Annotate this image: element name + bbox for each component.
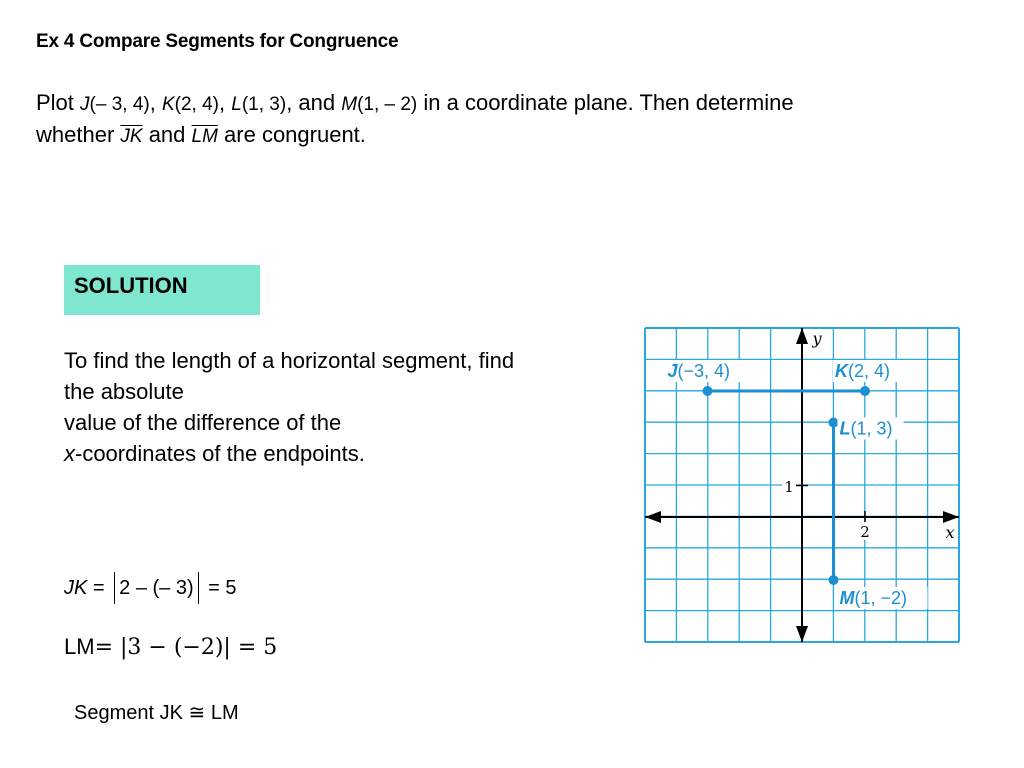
explanation-line: the absolute (64, 379, 184, 404)
coordinate-plane (643, 326, 961, 644)
point-name: K (835, 361, 848, 381)
point-coords: (1, 3) (850, 418, 893, 439)
point-l-coords: (1, 3) (241, 94, 287, 115)
y-tick-label: 1 (784, 478, 794, 496)
explanation-line: To find the length of a horizontal segment, find (64, 348, 515, 373)
jk-label: JK (64, 576, 88, 599)
point-l-label: L (231, 94, 242, 115)
problem-rest: in a coordinate plane. Then determine (417, 90, 794, 115)
x-axis-label: x (945, 523, 955, 542)
jk-result: = 5 (202, 576, 237, 599)
x-variable: x (64, 441, 75, 466)
point-j-coords: (– 3, 4) (89, 94, 150, 115)
segment-jk: $\overline{JK}$ (120, 126, 143, 147)
separator: , (149, 90, 162, 115)
explanation-line-text: -coordinates of the endpoints. (75, 441, 365, 466)
y-axis-label: y (812, 329, 822, 348)
point-coords: (1, −2) (854, 588, 908, 608)
slide-title: Ex 4 Compare Segments for Congruence (36, 31, 399, 52)
whether-text: whether (36, 122, 121, 147)
point-m-coords: (1, – 2) (357, 94, 418, 115)
y-axis-arrow-down (796, 626, 808, 642)
point-label-k (835, 361, 890, 381)
point-coords: (2, 4) (848, 361, 891, 381)
y-axis-arrow-up (796, 328, 808, 344)
point-j-label: J (80, 94, 90, 115)
equals-sign: = (87, 576, 111, 599)
explanation-text (64, 345, 624, 469)
point-k-label: K (161, 94, 175, 115)
x-axis-arrow-right (943, 511, 959, 523)
point-name: M (839, 588, 855, 608)
abs-bar-left (114, 572, 115, 604)
point-j (703, 386, 713, 396)
point-m-label: M (341, 94, 358, 115)
point-name: J (667, 361, 678, 381)
point-l (829, 418, 839, 428)
point-k (860, 386, 870, 396)
x-tick-label: 2 (860, 523, 870, 541)
and-text: , and (286, 90, 342, 115)
point-label-j (668, 361, 731, 381)
jk-calculation (64, 572, 237, 604)
explanation-line: value of the difference of the (64, 410, 342, 435)
point-coords: (−3, 4) (677, 361, 731, 381)
jk-difference: 2 – (– 3) (119, 576, 194, 599)
abs-bar-right (198, 572, 199, 604)
point-label-m (840, 588, 908, 608)
lm-calculation (64, 634, 277, 660)
point-m (829, 575, 839, 585)
lm-expression: = |3 − (−2)| = 5 (94, 635, 278, 660)
point-name: L (839, 418, 851, 439)
x-axis-arrow-left (645, 511, 661, 523)
solution-label: SOLUTION (64, 265, 260, 315)
lm-label: LM (64, 634, 95, 659)
problem-statement (36, 88, 956, 152)
separator: , (219, 90, 232, 115)
explanation-line (64, 438, 624, 469)
plot-text: Plot (36, 90, 81, 115)
point-label-l (840, 419, 893, 439)
point-k-coords: (2, 4) (174, 94, 220, 115)
problem-end: are congruent. (217, 122, 366, 147)
segment-lm: $\overline{LM}$ (191, 126, 218, 147)
congruence-conclusion: Segment JK ≅ LM (74, 702, 239, 724)
and-text-2: and (142, 122, 192, 147)
